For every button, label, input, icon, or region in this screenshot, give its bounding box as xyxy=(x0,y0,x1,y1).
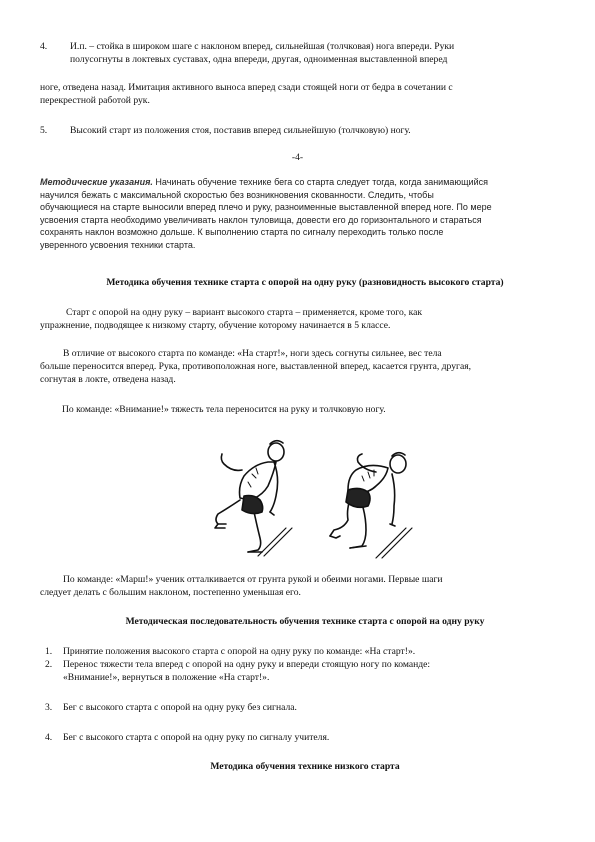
text-line: научился бежать с максимальной скоростью без возникновения скованности. Следить, чтобы xyxy=(40,189,434,200)
text-line: «Внимание!», вернуться в положение «На старт!». xyxy=(63,672,270,683)
paragraph xyxy=(40,347,570,386)
text-span: Начинать обучение технике бега со старта следует тогда, когда занимающийся xyxy=(155,177,488,187)
section-heading: Методика обучения технике низкого старта xyxy=(210,761,400,772)
text-line: И.п. – стойка в широком шаге с наклоном вперед, сильнейшая (толчковая) нога впереди. Руки xyxy=(70,41,455,52)
list-number: 3. xyxy=(45,702,53,713)
list-item-text: Высокий старт из положения стоя, поставив вперед сильнейшую (толчковую) ногу. xyxy=(70,125,411,136)
method-notes xyxy=(40,176,570,252)
list-number: 2. xyxy=(45,659,53,670)
list-item-text: Бег с высокого старта с опорой на одну руку без сигнала. xyxy=(63,702,297,713)
text-line xyxy=(40,176,570,189)
runner-start-illustration-svg xyxy=(212,428,422,560)
text-line: усвоения старта необходимо увеличивать наклон туловища, довести его до горизонтального и стараться xyxy=(40,214,482,225)
text-line: упражнение, подводящее к низкому старту, обучение которому начинается в 5 классе. xyxy=(40,320,391,331)
text-line: перекрестной работой рук. xyxy=(40,95,150,106)
runner-start-illustration xyxy=(212,428,422,560)
text-line: следует делать с большим наклоном, постепенно уменьшая его. xyxy=(40,587,301,598)
list-number: 4. xyxy=(40,41,48,52)
list-item-text: Принятие положения высокого старта с опорой на одну руку по команде: «На старт!». xyxy=(63,646,416,657)
paragraph: По команде: «Внимание!» тяжесть тела переносится на руку и толчковую ногу. xyxy=(62,404,386,415)
text-line: сохранять наклон возможно дольше. К выполнению старта по сигналу переходить только после xyxy=(40,227,444,238)
list-number: 5. xyxy=(40,125,48,136)
text-line: В отличие от высокого старта по команде: «На старт!», ноги здесь согнуты сильнее, вес тела xyxy=(63,348,442,359)
text-line: полусогнуты в локтевых суставах, одна впереди, другая, одноименная выставленной вперед xyxy=(70,54,448,65)
section-heading: Методика обучения технике старта с опорой на одну руку (разновидность высокого старта) xyxy=(106,277,504,288)
list-number: 4. xyxy=(45,732,53,743)
paragraph xyxy=(40,573,570,599)
text-line: больше переносится вперед. Рука, противоположная ноге, выставленной вперед, касается грунта, другая, xyxy=(40,361,472,372)
page-number: -4- xyxy=(291,152,304,163)
list-item-continuation xyxy=(40,81,570,107)
text-line: Старт с опорой на одну руку – вариант высокого старта – применяется, кроме того, как xyxy=(66,307,423,318)
text-line: По команде: «Марш!» ученик отталкивается от грунта рукой и обеими ногами. Первые шаги xyxy=(63,574,443,585)
text-line: уверенного усвоения техники старта. xyxy=(40,239,196,250)
list-item-text xyxy=(63,658,563,684)
list-number: 1. xyxy=(45,646,53,657)
paragraph xyxy=(40,306,570,332)
text-line: Перенос тяжести тела вперед с опорой на одну руку и впереди стоящую ногу по команде: xyxy=(63,659,431,670)
text-line: ноге, отведена назад. Имитация активного выноса вперед сзади стоящей ноги от бедра в сочетании с xyxy=(40,82,453,93)
method-notes-lead: Методические указания. xyxy=(40,177,153,187)
text-line: согнутая в локте, отведена назад. xyxy=(40,374,176,385)
list-item-text xyxy=(70,40,570,66)
section-heading: Методическая последовательность обучения технике старта с опорой на одну руку xyxy=(125,616,485,627)
list-item-text: Бег с высокого старта с опорой на одну руку по сигналу учителя. xyxy=(63,732,330,743)
text-line: обучающиеся на старте выносили вперед плечо и руку, разноименные выставленной вперед ноге. По мере xyxy=(40,202,492,213)
